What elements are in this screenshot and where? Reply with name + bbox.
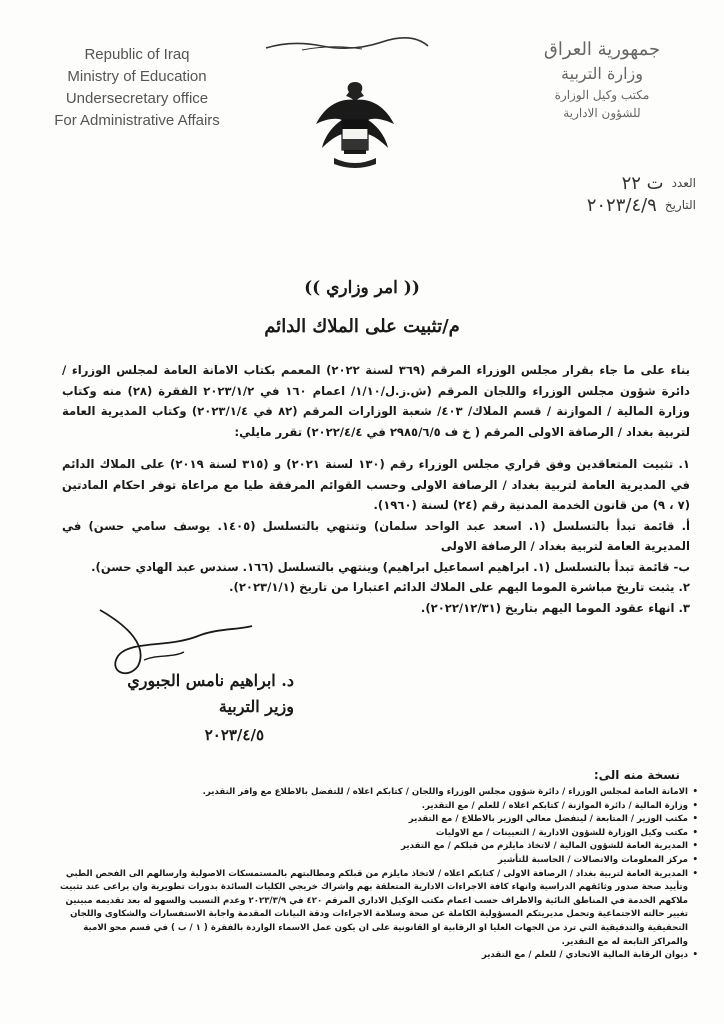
cc-item: • المديرية العامة لتربية بغداد / الرصافة الاولى / كتابكم اعلاه / لاتخاذ مايلزم من قبلكم ومطالبتهم بالمستمسكات الاصولية وارسالهم الى الفحص الطبي وتأييد صحة صدور وثائقهم الدراسية وانهاء كافة الاجراءات الادارية المتعلقة بهم واشراك خريجي الكليات السائدة بدورات تطويرية وان يراعى عند تثبيت ملاكهم الخدمة في المناطق النائية والاطراف حسب اعمام مكتب الوكيل الاداري المرقم ٤٢٠ في ٢٠٢٣/٣/٩ وعدم التسبب والسهو له بعد تقديمه مبينين تغيير حالته الاجتماعية وتحمل مديريتكم المسؤولية الكاملة عن صحة وسلامة الاجراءات ودقة البيانات المقدمة واجابة الاستفسارات والشكاوى واللجان التحقيقية والتدقيقية التي ترد من الجهات العليا او الرقابية او القانونية على ان يكون عمل الاسماء الواردة بالفقرة ( ١ / ب ) في قسم محو الامية والمراكز التابعة له مع التقدير.	[60, 868, 698, 950]
cc-item: • مكتب الوزير / المتابعة / ليتفضل معالي الوزير بالاطلاع / مع التقدير	[60, 813, 698, 827]
reference-block	[496, 172, 696, 216]
cc-item: • المديرية العامة للشؤون المالية / لاتخاذ مايلزم من قبلكم / مع التقدير	[60, 840, 698, 854]
english-header-line: For Administrative Affairs	[54, 112, 220, 129]
order-item: ٣. انهاء عقود الموما اليهم بتاريخ (٢٠٢٢/١٢/٣١).	[420, 600, 690, 615]
cc-item: • الامانة العامة لمجلس الوزراء / دائرة شؤون مجلس الوزراء واللجان / كتابكم اعلاه / للتفضل بالاطلاع مع وافر التقدير.	[60, 786, 698, 800]
order-item: ب- قائمة تبدأ بالتسلسل (١. ابراهيم اسماعيل ابراهيم) وينتهي بالتسلسل (١٦٦. سندس عبد الهادي حسن).	[91, 559, 690, 574]
order-item: ٢. يثبت تاريخ مباشرة الموما اليهم على الملاك الدائم اعتبارا من تاريخ (٢٠٢٣/١/١).	[229, 580, 690, 594]
cc-item: • مكتب وكيل الوزارة للشؤون الادارية / التعيينات / مع الاوليات	[60, 827, 698, 841]
ref-number: ت ٢٢	[621, 172, 664, 194]
arabic-header-line: وزارة التربية	[561, 64, 643, 83]
arabic-header-line: للشؤون الادارية	[563, 106, 641, 120]
arabic-header-line: جمهورية العراق	[543, 39, 661, 60]
cc-item: • ديوان الرقابة المالية الاتحادي / للعلم / مع التقدير	[60, 949, 698, 963]
ref-date-label: التاريخ	[664, 198, 696, 212]
handwritten-mark	[262, 34, 432, 54]
english-header-line: Republic of Iraq	[84, 46, 190, 63]
signatory-name: د. ابراهيم نامس الجبوري	[127, 671, 294, 690]
document-subject: م/تثبيت على الملاك الدائم	[264, 316, 460, 337]
eagle-emblem-icon	[312, 78, 398, 174]
cc-title: نسخة منه الى:	[593, 768, 680, 782]
signatory-role: وزير التربية	[218, 697, 294, 716]
ref-date: ٢٠٢٣/٤/٩	[586, 194, 657, 216]
ref-number-row	[496, 172, 696, 194]
order-item: أ. قائمة تبدأ بالتسلسل (١. اسعد عبد الواحد سلمان) وتنتهي بالتسلسل (١٤٠٥. يوسف سامي حسن) في المديرية العامة لتربية بغداد / الرصافة الاولى	[62, 518, 691, 553]
cc-item: • وزارة المالية / دائرة الموازنة / كتابكم اعلاه / للعلم / مع التقدير.	[60, 800, 698, 814]
english-letterhead	[22, 44, 252, 132]
intro-paragraph: بناء على ما جاء بقرار مجلس الوزراء المرقم (٣٦٩ لسنة ٢٠٢٢) المعمم بكتاب الامانة العامة لمجلس الوزراء / دائرة شؤون مجلس الوزراء واللجان المرقم (ش.ز.ل/١/١٠/ اعمام ١٦٠ في ٢٠٢٣/١/٢ الفقرة (٢٨) منه وكتاب وزارة المالية / الموازنة / قسم الملاك/ ٤٠٣/ شعبة الوزارات المرقم (٨٢ في ٢٠٢٣/١/٤) وكتاب المديرية العامة لتربية بغداد / الرصافة الاولى المرقم ( خ ف ٢٩٨٥/٦/٥ في ٢٠٢٢/٤/٤) تقرر مايلي:	[62, 363, 690, 439]
arabic-letterhead	[502, 38, 702, 122]
ref-date-row	[496, 194, 696, 216]
document-body	[62, 360, 690, 618]
cc-item: • مركز المعلومات والاتصالات / الحاسبة للتأشير	[60, 854, 698, 868]
english-header-line: Undersecretary office	[65, 90, 209, 107]
order-item: ١. تثبيت المتعاقدين وفق قراري مجلس الوزراء رقم (١٣٠ لسنة ٢٠٢١) و (٣١٥ لسنة ٢٠١٩) على الملاك الدائم في المديرية العامة لتربية بغداد / الرصافة الاولى وحسب القوائم المرفقة طيا مع مراعاة توفر احكام المادتين (٧ ، ٩) من قانون الخدمة المدنية رقم (٢٤) لسنة (١٩٦٠).	[62, 457, 690, 512]
english-header-line: Ministry of Education	[67, 68, 207, 85]
signature-block	[94, 668, 294, 750]
cc-list	[60, 786, 698, 963]
signature-date: ٢٠٢٣/٤/٥	[204, 726, 264, 744]
arabic-header-line: مكتب وكيل الوزارة	[554, 88, 650, 102]
document-title: (( امر وزاري ))	[304, 278, 420, 298]
ref-number-label: العدد	[671, 176, 696, 190]
